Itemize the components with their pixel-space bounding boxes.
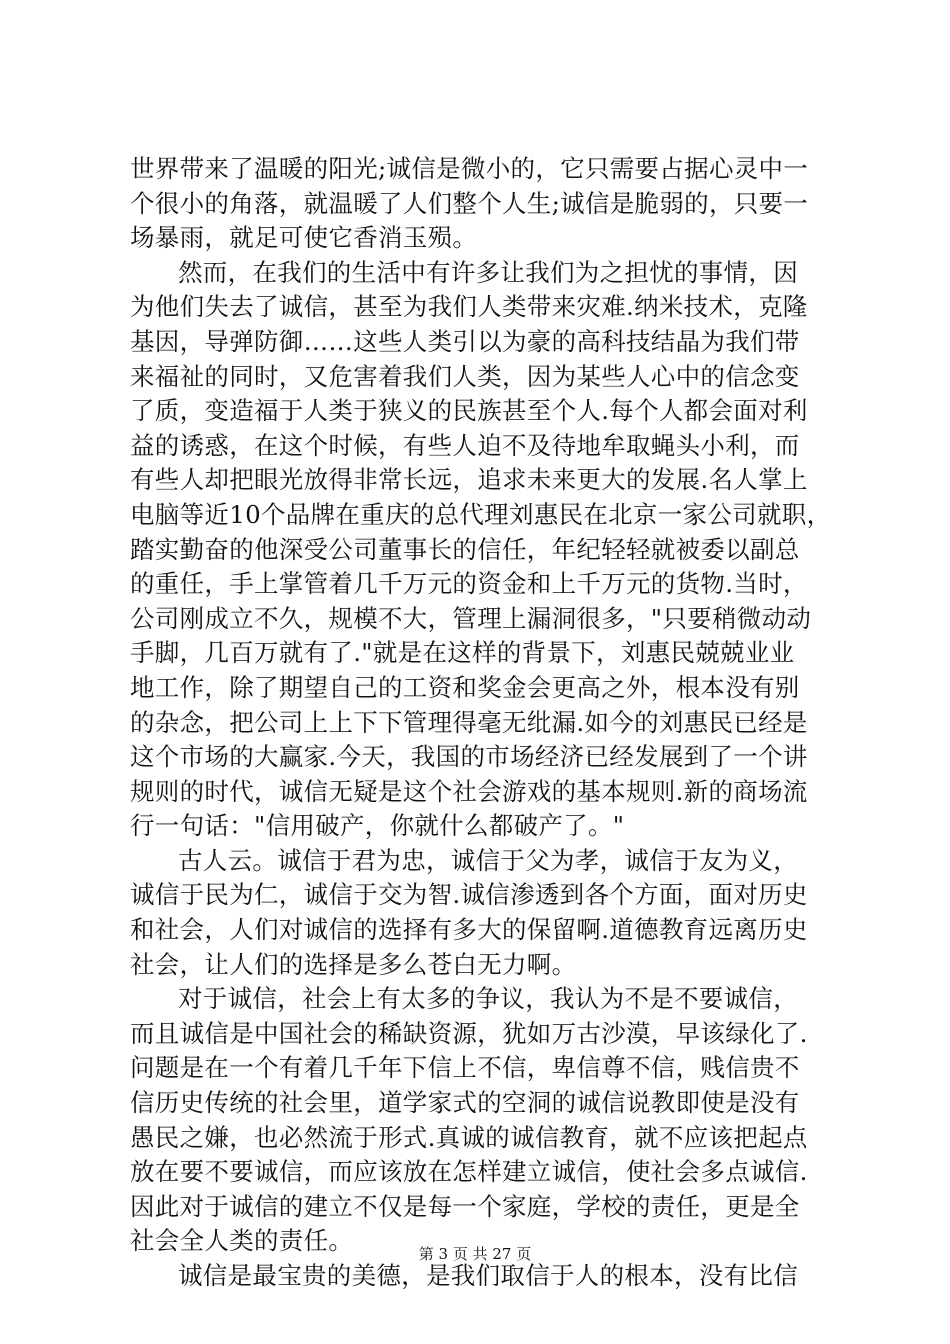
text-line: 场暴雨，就足可使它香消玉殒。: [130, 223, 478, 253]
text-line: 因此对于诚信的建立不仅是每一个家庭，学校的责任，更是全: [130, 1191, 800, 1221]
text-line: 社会，让人们的选择是多么苍白无力啊。: [130, 949, 577, 979]
text-line: 的重任，手上掌管着几千万元的资金和上千万元的货物.当时，: [130, 569, 808, 599]
text-line: 个很小的角落，就温暖了人们整个人生;诚信是脆弱的，只要一: [130, 188, 809, 218]
text-line: 公司刚成立不久，规模不大，管理上漏洞很多，"只要稍微动动: [130, 603, 812, 633]
text-line: 世界带来了温暖的阳光;诚信是微小的，它只需要占据心灵中一: [130, 154, 809, 183]
text-line: 了质，变造福于人类于狭义的民族甚至个人.每个人都会面对利: [130, 396, 808, 426]
text-line: 信历史传统的社会里，道学家式的空洞的诚信说教即使是没有: [130, 1088, 800, 1118]
text-line: 基因，导弹防御……这些人类引以为豪的高科技结晶为我们带: [130, 326, 800, 356]
text-line: 益的诱惑，在这个时候，有些人迫不及待地牟取蝇头小利，而: [130, 430, 800, 460]
body-text: [130, 152, 832, 1294]
text-line: 放在要不要诚信，而应该放在怎样建立诚信，使社会多点诚信.: [130, 1157, 808, 1187]
text-line: 踏实勤奋的他深受公司董事长的信任，年纪轻轻就被委以副总: [130, 534, 800, 564]
text-line: 这个市场的大赢家.今天，我国的市场经济已经发展到了一个讲: [130, 742, 808, 772]
text-line: 社会全人类的责任。: [130, 1226, 354, 1256]
text-line: 地工作，除了期望自己的工资和奖金会更高之外，根本没有别: [130, 672, 800, 702]
text-line: 为他们失去了诚信，甚至为我们人类带来灾难.纳米技术，克隆: [130, 292, 808, 322]
text-line: 对于诚信，社会上有太多的争议，我认为不是不要诚信，: [178, 984, 798, 1014]
text-line: 的杂念，把公司上上下下管理得毫无纰漏.如今的刘惠民已经是: [130, 707, 808, 737]
text-line: 古人云。诚信于君为忠，诚信于父为孝，诚信于友为义，: [178, 845, 798, 875]
text-line: 规则的时代，诚信无疑是这个社会游戏的基本规则.新的商场流: [130, 776, 808, 806]
text-line: 愚民之嫌，也必然流于形式.真诚的诚信教育，就不应该把起点: [130, 1122, 808, 1152]
text-line: 问题是在一个有着几千年下信上不信，卑信尊不信，贱信贵不: [130, 1053, 800, 1083]
text-line: 行一句话："信用破产，你就什么都破产了。": [130, 811, 625, 841]
text-line: 然而，在我们的生活中有许多让我们为之担忧的事情，因: [178, 257, 798, 287]
text-line: 诚信是最宝贵的美德，是我们取信于人的根本，没有比信: [178, 1261, 798, 1290]
text-line: 诚信于民为仁，诚信于交为智.诚信渗透到各个方面，面对历史: [130, 880, 808, 910]
text-line: 和社会，人们对诚信的选择有多大的保留啊.道德教育远离历史: [130, 915, 808, 945]
text-line: 来福祉的同时，又危害着我们人类，因为某些人心中的信念变: [130, 361, 800, 391]
text-line: 有些人却把眼光放得非常长远，追求未来更大的发展.名人掌上: [130, 465, 808, 495]
text-line: 手脚，几百万就有了."就是在这样的背景下，刘惠民兢兢业业: [130, 638, 795, 668]
text-line: 而且诚信是中国社会的稀缺资源，犹如万古沙漠，早该绿化了.: [130, 1018, 808, 1048]
page-footer: 第 3 页 共 27 页: [418, 1245, 532, 1263]
text-line: 电脑等近10个品牌在重庆的总代理刘惠民在北京一家公司就职，: [130, 499, 832, 529]
